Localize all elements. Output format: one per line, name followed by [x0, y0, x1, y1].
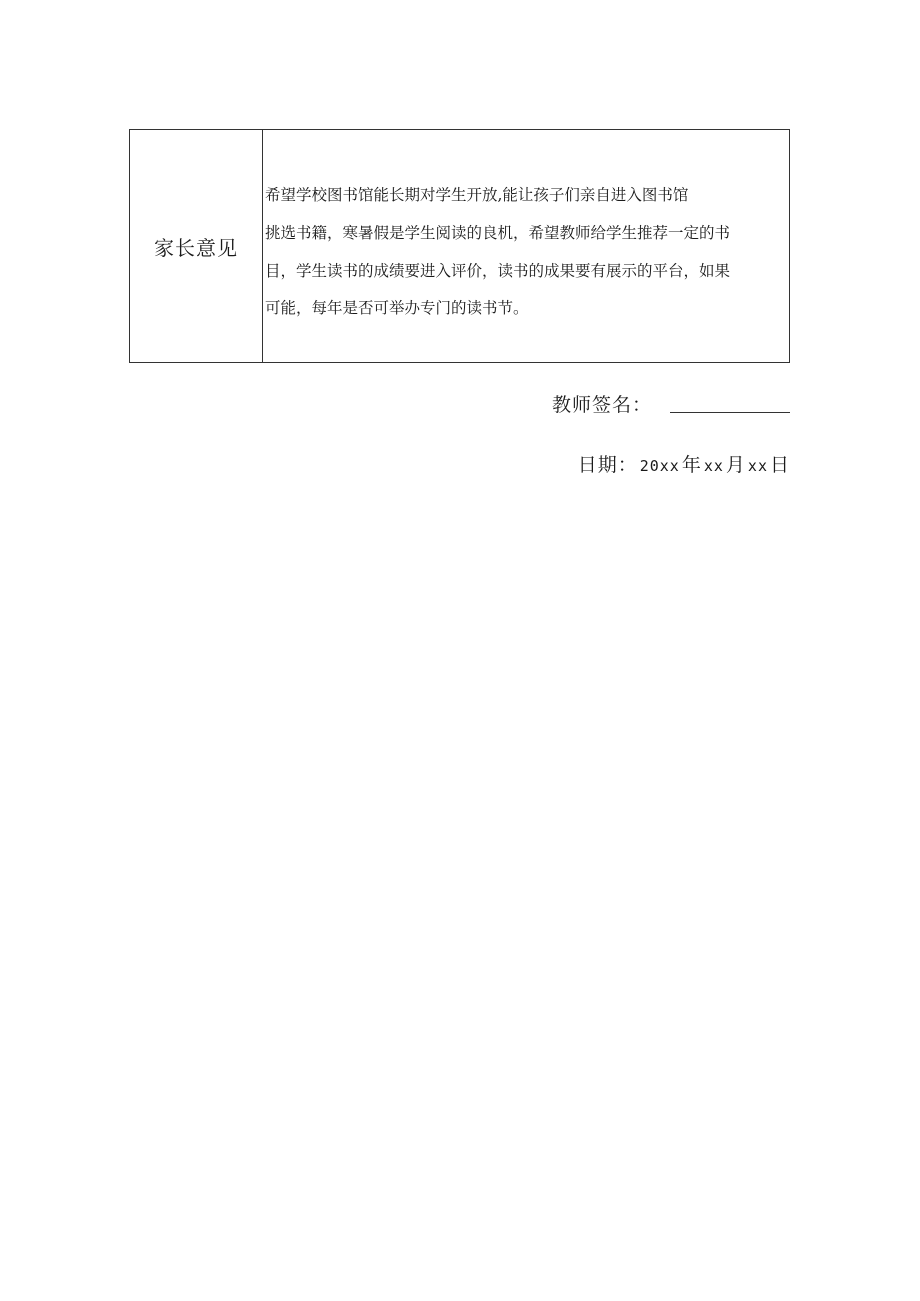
teacher-signature-blank[interactable] [670, 412, 790, 413]
label-cell [130, 130, 263, 362]
parent-opinion-label: 家长意见 [154, 235, 238, 260]
date-day-unit: 日 [769, 454, 790, 476]
date-day-value: xx [747, 457, 768, 475]
parent-opinion-content [263, 130, 789, 362]
teacher-signature-label: 教师签名： [551, 394, 652, 416]
content-line-1: 希望学校图书馆能长期对学生开放,能让孩子们亲自进入图书馆 [265, 186, 689, 204]
teacher-signature-row [552, 390, 790, 417]
content-line-3: 目，学生读书的成绩要进入评价，读书的成果要有展示的平台，如果 [265, 262, 731, 280]
content-line-4: 可能，每年是否可举办专门的读书节。 [265, 299, 529, 317]
date-row [578, 450, 790, 477]
parent-opinion-table [129, 129, 790, 363]
date-year-value: 20xx [639, 457, 680, 475]
date-year-unit: 年 [681, 454, 702, 476]
date-month-value: xx [703, 457, 724, 475]
content-line-2: 挑选书籍，寒暑假是学生阅读的良机，希望教师给学生推荐一定的书 [265, 224, 731, 242]
date-month-unit: 月 [725, 454, 746, 476]
date-label: 日期： [577, 454, 638, 476]
